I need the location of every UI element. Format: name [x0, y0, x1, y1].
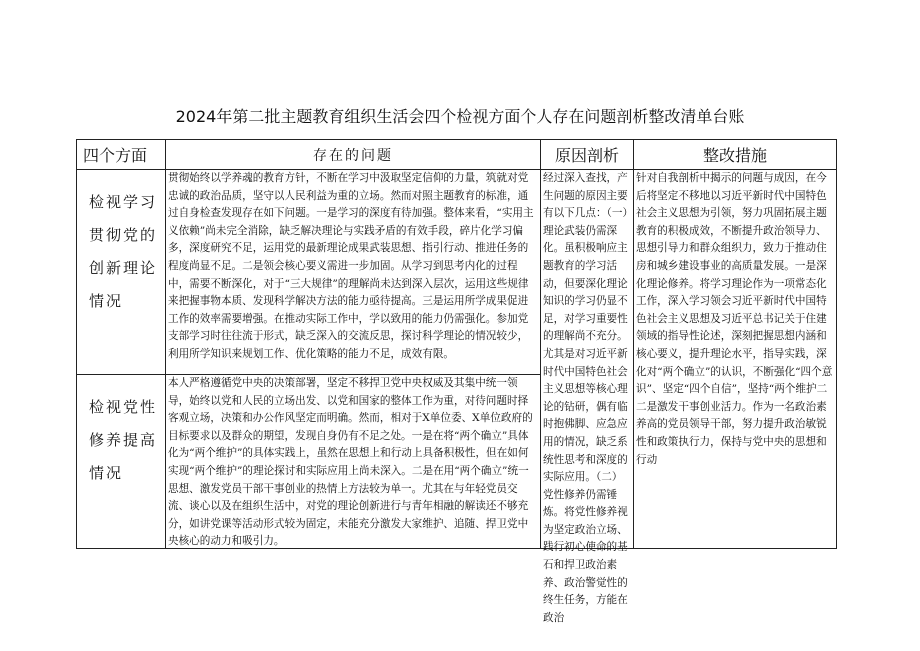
- cause-cell: [541, 170, 634, 624]
- aspect-cell: [77, 170, 166, 375]
- problem-text: 本人严格遵循党中央的决策部署，坚定不移捍卫党中央权威及其集中统一领导，始终以党和人民的立场出发、以党和国家的整体工作为重，对待问题时择客观立场，决策和办公作风坚定而明确。然而，相对于X单位委、X单位政府的目标要求以及群众的期望，发现自身仍有不足之处。一是在将“两个确立”具体化为“两个维护”的具体实践上，虽然在思想上和行动上具备积极性，但在如何实现“两个维护”的理论探讨和实际应用上尚未深入。二是在用“两个确立”统一思想、激发党员干部干事创业的热情上方法较为单一。尤其在与年轻党员交流、谈心以及在组织生活中，对党的理论创新进行与青年相融的解读还不够充分，如讲党课等活动形式较为固定，未能充分激发大家维护、追随、捍卫党中央核心的动力和吸引力。: [168, 377, 533, 548]
- header-cause: 原因剖析: [541, 140, 634, 170]
- table-header-row: [77, 140, 837, 170]
- aspect-cell: [77, 375, 166, 549]
- header-aspect: 四个方面: [77, 140, 166, 170]
- page-title: 2024年第二批主题教育组织生活会四个检视方面个人存在问题剖析整改清单台账: [175, 107, 745, 126]
- cause-text: 经过深入查找，产生问题的原因主要有以下几点：（一）理论武装仍需深化。虽积极响应主题教育的学习活动，但要深化理论知识的学习仍显不足，对学习重要性的理解尚不充分。尤其是对习近平新时代中国特色社会主义思想等核心理论的钻研，偶有临时抱佛脚、应急应用的情况，缺乏系统性思考和深度的实际应用。（二）党性修养仍需锤炼。将党性修养视为坚定政治立场、践行初心使命的基石和捍卫政治素养、政治警觉性的终生任务，方能在政治: [543, 172, 628, 624]
- rectification-table: [76, 139, 837, 624]
- measures-cell: [634, 170, 837, 549]
- problem-cell: [166, 375, 541, 549]
- aspect-label: 检视学习贯彻党的创新理论情况: [89, 193, 158, 310]
- table-row: [77, 170, 837, 375]
- measures-text: 针对自我剖析中揭示的问题与成因，在今后将坚定不移地以习近平新时代中国特色社会主义思想为引领，努力巩固拓展主题教育的积极成效，不断提升政治领导力、思想引导力和群众组织力，致力于推动住房和城乡建设事业的高质量发展。一是深化理论修养。将学习理论作为一项常态化工作，深入学习领会习近平新时代中国特色社会主义思想及习近平总书记关于住建领域的指导性论述，深刻把握思想内涵和核心要义，提升理论水平，指导实践，深化对“两个确立”的认识，不断强化“四个意识”、坚定“四个自信”，坚持“两个维护二二是激发干事创业活力。作为一名政治素养高的党员领导干部，努力提升政治敏锐性和政策执行力，保持与党中央的思想和行动: [636, 172, 833, 466]
- problem-text: 贯彻始终以学养魂的教育方针，不断在学习中汲取坚定信仰的力量，筑就对党忠诚的政治品质，坚守以人民利益为重的立场。然而对照主题教育的标准，通过自身检查发现存在如下问题。一是学习的深度有待加强。整体来看，“实用主义依赖”尚未完全消除，缺乏解决理论与实践矛盾的有效手段，碎片化学习偏多，深度研究不足，运用党的最新理论成果武装思想、指引行动、推进任务的程度尚显不足。二是领会核心要义需进一步加固。从学习到思考内化的过程中，需要不断深化，对于“三大规律”的理解尚未达到深入层次，运用这些规律来把握事物本质、发现科学解决方法的能力亟待提高。三是运用所学成果促进工作的效率需要增强。在推动实际工作中，学以致用的能力仍需强化。参加党支部学习时往往流于形式，缺乏深入的交流反思，探讨科学理论的情况较少，利用所学知识来规划工作、优化策略的能力不足，成效有限。: [168, 172, 534, 360]
- aspect-label: 检视党性修养提高情况: [89, 398, 158, 482]
- header-measures: 整改措施: [634, 140, 837, 170]
- header-problem: 存在的问题: [166, 140, 541, 170]
- problem-cell: [166, 170, 541, 375]
